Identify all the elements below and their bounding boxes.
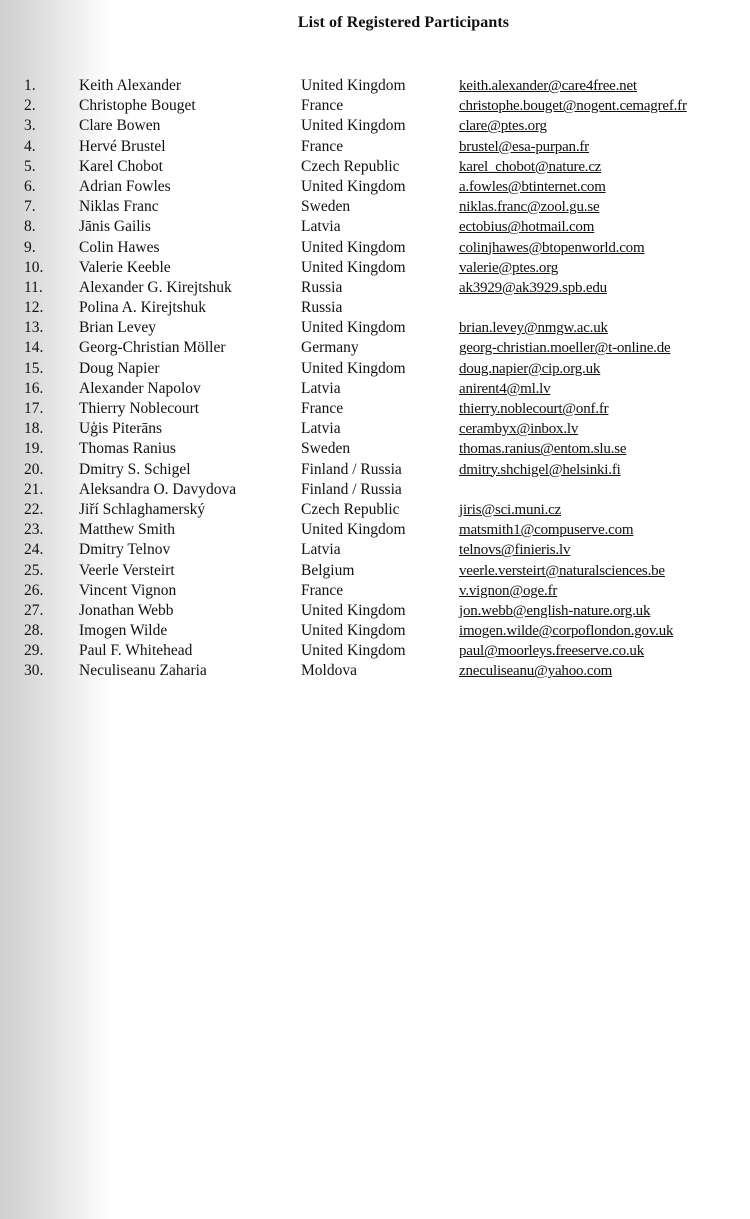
participant-name: Brian Levey <box>79 319 157 337</box>
participant-list <box>0 76 750 682</box>
participant-country: United Kingdom <box>301 77 406 94</box>
participant-row <box>0 137 750 157</box>
participant-row <box>0 439 750 459</box>
participant-country: United Kingdom <box>301 359 406 377</box>
participant-email[interactable]: paul@moorleys.freeserve.co.uk <box>459 643 645 660</box>
participant-row <box>0 520 750 540</box>
participant-row <box>0 540 750 560</box>
participant-row <box>0 238 750 258</box>
participant-number: 27. <box>24 601 44 619</box>
participant-country: Moldova <box>301 662 357 680</box>
participant-row <box>0 96 750 116</box>
participant-country: France <box>301 400 344 417</box>
participant-row <box>0 419 750 439</box>
participant-name: Hervé Brustel <box>79 137 166 155</box>
participant-country: United Kingdom <box>301 319 406 337</box>
participant-email[interactable]: v.vignon@oge.fr <box>459 582 558 599</box>
participant-name: Vincent Vignon <box>79 581 177 599</box>
participant-number: 28. <box>24 622 44 640</box>
participant-row <box>0 601 750 621</box>
participant-email[interactable]: brian.levey@nmgw.ac.uk <box>459 320 608 337</box>
participant-row <box>0 338 750 358</box>
participant-country: Germany <box>301 339 359 357</box>
participant-number: 4. <box>24 137 36 155</box>
participant-number: 11. <box>24 278 43 296</box>
participant-row <box>0 258 750 278</box>
participant-number: 12. <box>24 299 44 317</box>
participant-country: United Kingdom <box>301 238 406 256</box>
participant-email[interactable]: niklas.franc@zool.gu.se <box>459 199 600 216</box>
participant-email[interactable]: thomas.ranius@entom.slu.se <box>459 441 627 458</box>
participant-name: Neculiseanu Zaharia <box>79 662 207 680</box>
participant-email[interactable]: christophe.bouget@nogent.cemagref.fr <box>459 98 687 115</box>
participant-name: Clare Bowen <box>79 117 161 135</box>
participant-name: Dmitry Telnov <box>79 541 171 559</box>
participant-name: Keith Alexander <box>79 77 182 94</box>
participant-email[interactable]: ak3929@ak3929.spb.edu <box>459 279 607 296</box>
participant-number: 21. <box>24 480 44 498</box>
participant-name: Thierry Noblecourt <box>79 400 200 417</box>
participant-number: 3. <box>24 117 36 135</box>
participant-country: United Kingdom <box>301 177 406 195</box>
participant-name: Valerie Keeble <box>79 258 171 276</box>
participant-name: Doug Napier <box>79 359 160 377</box>
participant-name: Georg-Christian Möller <box>79 339 226 357</box>
participant-name: Adrian Fowles <box>79 177 171 195</box>
participant-number: 30. <box>24 662 44 680</box>
participant-email[interactable]: cerambyx@inbox.lv <box>459 421 579 438</box>
participant-email[interactable]: dmitry.shchigel@helsinki.fi <box>459 461 621 478</box>
participant-name: Paul F. Whitehead <box>79 642 193 660</box>
participant-email[interactable]: jon.webb@english-nature.org.uk <box>459 602 651 619</box>
participant-row <box>0 278 750 298</box>
participant-number: 13. <box>24 319 44 337</box>
participant-row <box>0 661 750 681</box>
participant-name: Jonathan Webb <box>79 601 174 619</box>
participant-row <box>0 399 750 419</box>
participant-email[interactable]: veerle.versteirt@naturalsciences.be <box>459 562 665 579</box>
participant-country: United Kingdom <box>301 622 406 640</box>
participant-country: Latvia <box>301 420 341 438</box>
participant-row <box>0 217 750 237</box>
participant-name: Niklas Franc <box>79 198 159 216</box>
participant-name: Dmitry S. Schigel <box>79 460 191 478</box>
participant-email[interactable]: imogen.wilde@corpoflondon.gov.uk <box>459 623 674 640</box>
participant-email[interactable]: anirent4@ml.lv <box>459 380 551 397</box>
participant-name: Thomas Ranius <box>79 440 176 458</box>
participant-email[interactable]: a.fowles@btinternet.com <box>459 178 606 195</box>
participant-number: 29. <box>24 642 44 660</box>
participant-email[interactable]: ectobius@hotmail.com <box>459 219 595 236</box>
participant-row <box>0 197 750 217</box>
participant-email[interactable]: jiris@sci.muni.cz <box>459 501 562 518</box>
participant-name: Matthew Smith <box>79 521 176 539</box>
participant-number: 10. <box>24 258 44 276</box>
participant-country: Sweden <box>301 440 351 458</box>
participant-email[interactable]: georg-christian.moeller@t-online.de <box>459 340 671 357</box>
participant-number: 8. <box>24 218 36 236</box>
participant-name: Veerle Versteirt <box>79 561 175 579</box>
participant-name: Jiří Schlaghamerský <box>79 500 206 518</box>
participant-email[interactable]: colinjhawes@btopenworld.com <box>459 239 645 256</box>
participant-row <box>0 379 750 399</box>
participant-row <box>0 641 750 661</box>
participant-name: Alexander Napolov <box>79 379 201 397</box>
participant-name: Alexander G. Kirejtshuk <box>79 278 232 296</box>
participant-number: 1. <box>24 77 36 94</box>
participant-number: 7. <box>24 198 36 216</box>
participant-country: Belgium <box>301 561 355 579</box>
page-title: List of Registered Participants <box>297 14 510 31</box>
participant-row <box>0 116 750 136</box>
participant-number: 15. <box>24 359 44 377</box>
participant-country: Russia <box>301 299 343 317</box>
participant-row <box>0 76 750 96</box>
participant-name: Christophe Bouget <box>79 97 196 115</box>
participant-email[interactable]: matsmith1@compuserve.com <box>459 522 634 539</box>
participant-email[interactable]: telnovs@finieris.lv <box>459 542 571 559</box>
participant-country: Finland / Russia <box>301 480 402 498</box>
participant-row <box>0 561 750 581</box>
participant-email[interactable]: keith.alexander@care4free.net <box>459 78 637 94</box>
participant-country: Finland / Russia <box>301 460 402 478</box>
participant-email[interactable]: thierry.noblecourt@onf.fr <box>459 401 609 417</box>
participant-row <box>0 177 750 197</box>
participant-email[interactable]: valerie@ptes.org <box>459 259 559 276</box>
participant-country: Czech Republic <box>301 500 400 518</box>
participant-name: Karel Chobot <box>79 157 163 175</box>
participant-country: United Kingdom <box>301 117 406 135</box>
participant-row <box>0 318 750 338</box>
participant-number: 9. <box>24 238 36 256</box>
participant-number: 18. <box>24 420 44 438</box>
participant-number: 25. <box>24 561 44 579</box>
participant-row <box>0 460 750 480</box>
participant-email[interactable]: doug.napier@cip.org.uk <box>459 360 601 377</box>
participant-number: 23. <box>24 521 44 539</box>
participant-country: United Kingdom <box>301 258 406 276</box>
participant-number: 24. <box>24 541 44 559</box>
participant-name: Colin Hawes <box>79 238 160 256</box>
participant-name: Polina A. Kirejtshuk <box>79 299 207 317</box>
participant-country: United Kingdom <box>301 521 406 539</box>
participant-country: United Kingdom <box>301 601 406 619</box>
participant-country: France <box>301 137 344 155</box>
participant-number: 16. <box>24 379 44 397</box>
participant-email[interactable]: zneculiseanu@yahoo.com <box>459 663 613 680</box>
participant-email[interactable]: brustel@esa-purpan.fr <box>459 138 589 155</box>
participant-row <box>0 581 750 601</box>
participant-country: France <box>301 581 344 599</box>
participant-name: Uģis Piterāns <box>79 420 163 438</box>
participant-row <box>0 359 750 379</box>
participant-row <box>0 480 750 500</box>
participant-number: 22. <box>24 500 44 518</box>
participant-email[interactable]: karel_chobot@nature.cz <box>459 158 602 175</box>
participant-name: Imogen Wilde <box>79 622 168 640</box>
participant-number: 6. <box>24 177 36 195</box>
participant-country: Latvia <box>301 218 341 236</box>
participant-number: 14. <box>24 339 44 357</box>
participant-country: Czech Republic <box>301 157 400 175</box>
participant-name: Aleksandra O. Davydova <box>79 480 237 498</box>
participant-row <box>0 500 750 520</box>
participant-number: 2. <box>24 97 36 115</box>
participant-number: 17. <box>24 400 44 417</box>
participant-country: Sweden <box>301 198 351 216</box>
participant-row <box>0 157 750 177</box>
participant-number: 20. <box>24 460 44 478</box>
participant-number: 5. <box>24 157 36 175</box>
participant-number: 19. <box>24 440 44 458</box>
participant-country: United Kingdom <box>301 642 406 660</box>
participant-country: France <box>301 97 344 115</box>
participant-country: Russia <box>301 278 343 296</box>
participant-name: Jānis Gailis <box>79 218 151 236</box>
participant-email[interactable]: clare@ptes.org <box>459 118 547 135</box>
participant-country: Latvia <box>301 379 341 397</box>
participant-number: 26. <box>24 581 44 599</box>
participant-row <box>0 621 750 641</box>
participant-country: Latvia <box>301 541 341 559</box>
participant-row <box>0 298 750 318</box>
